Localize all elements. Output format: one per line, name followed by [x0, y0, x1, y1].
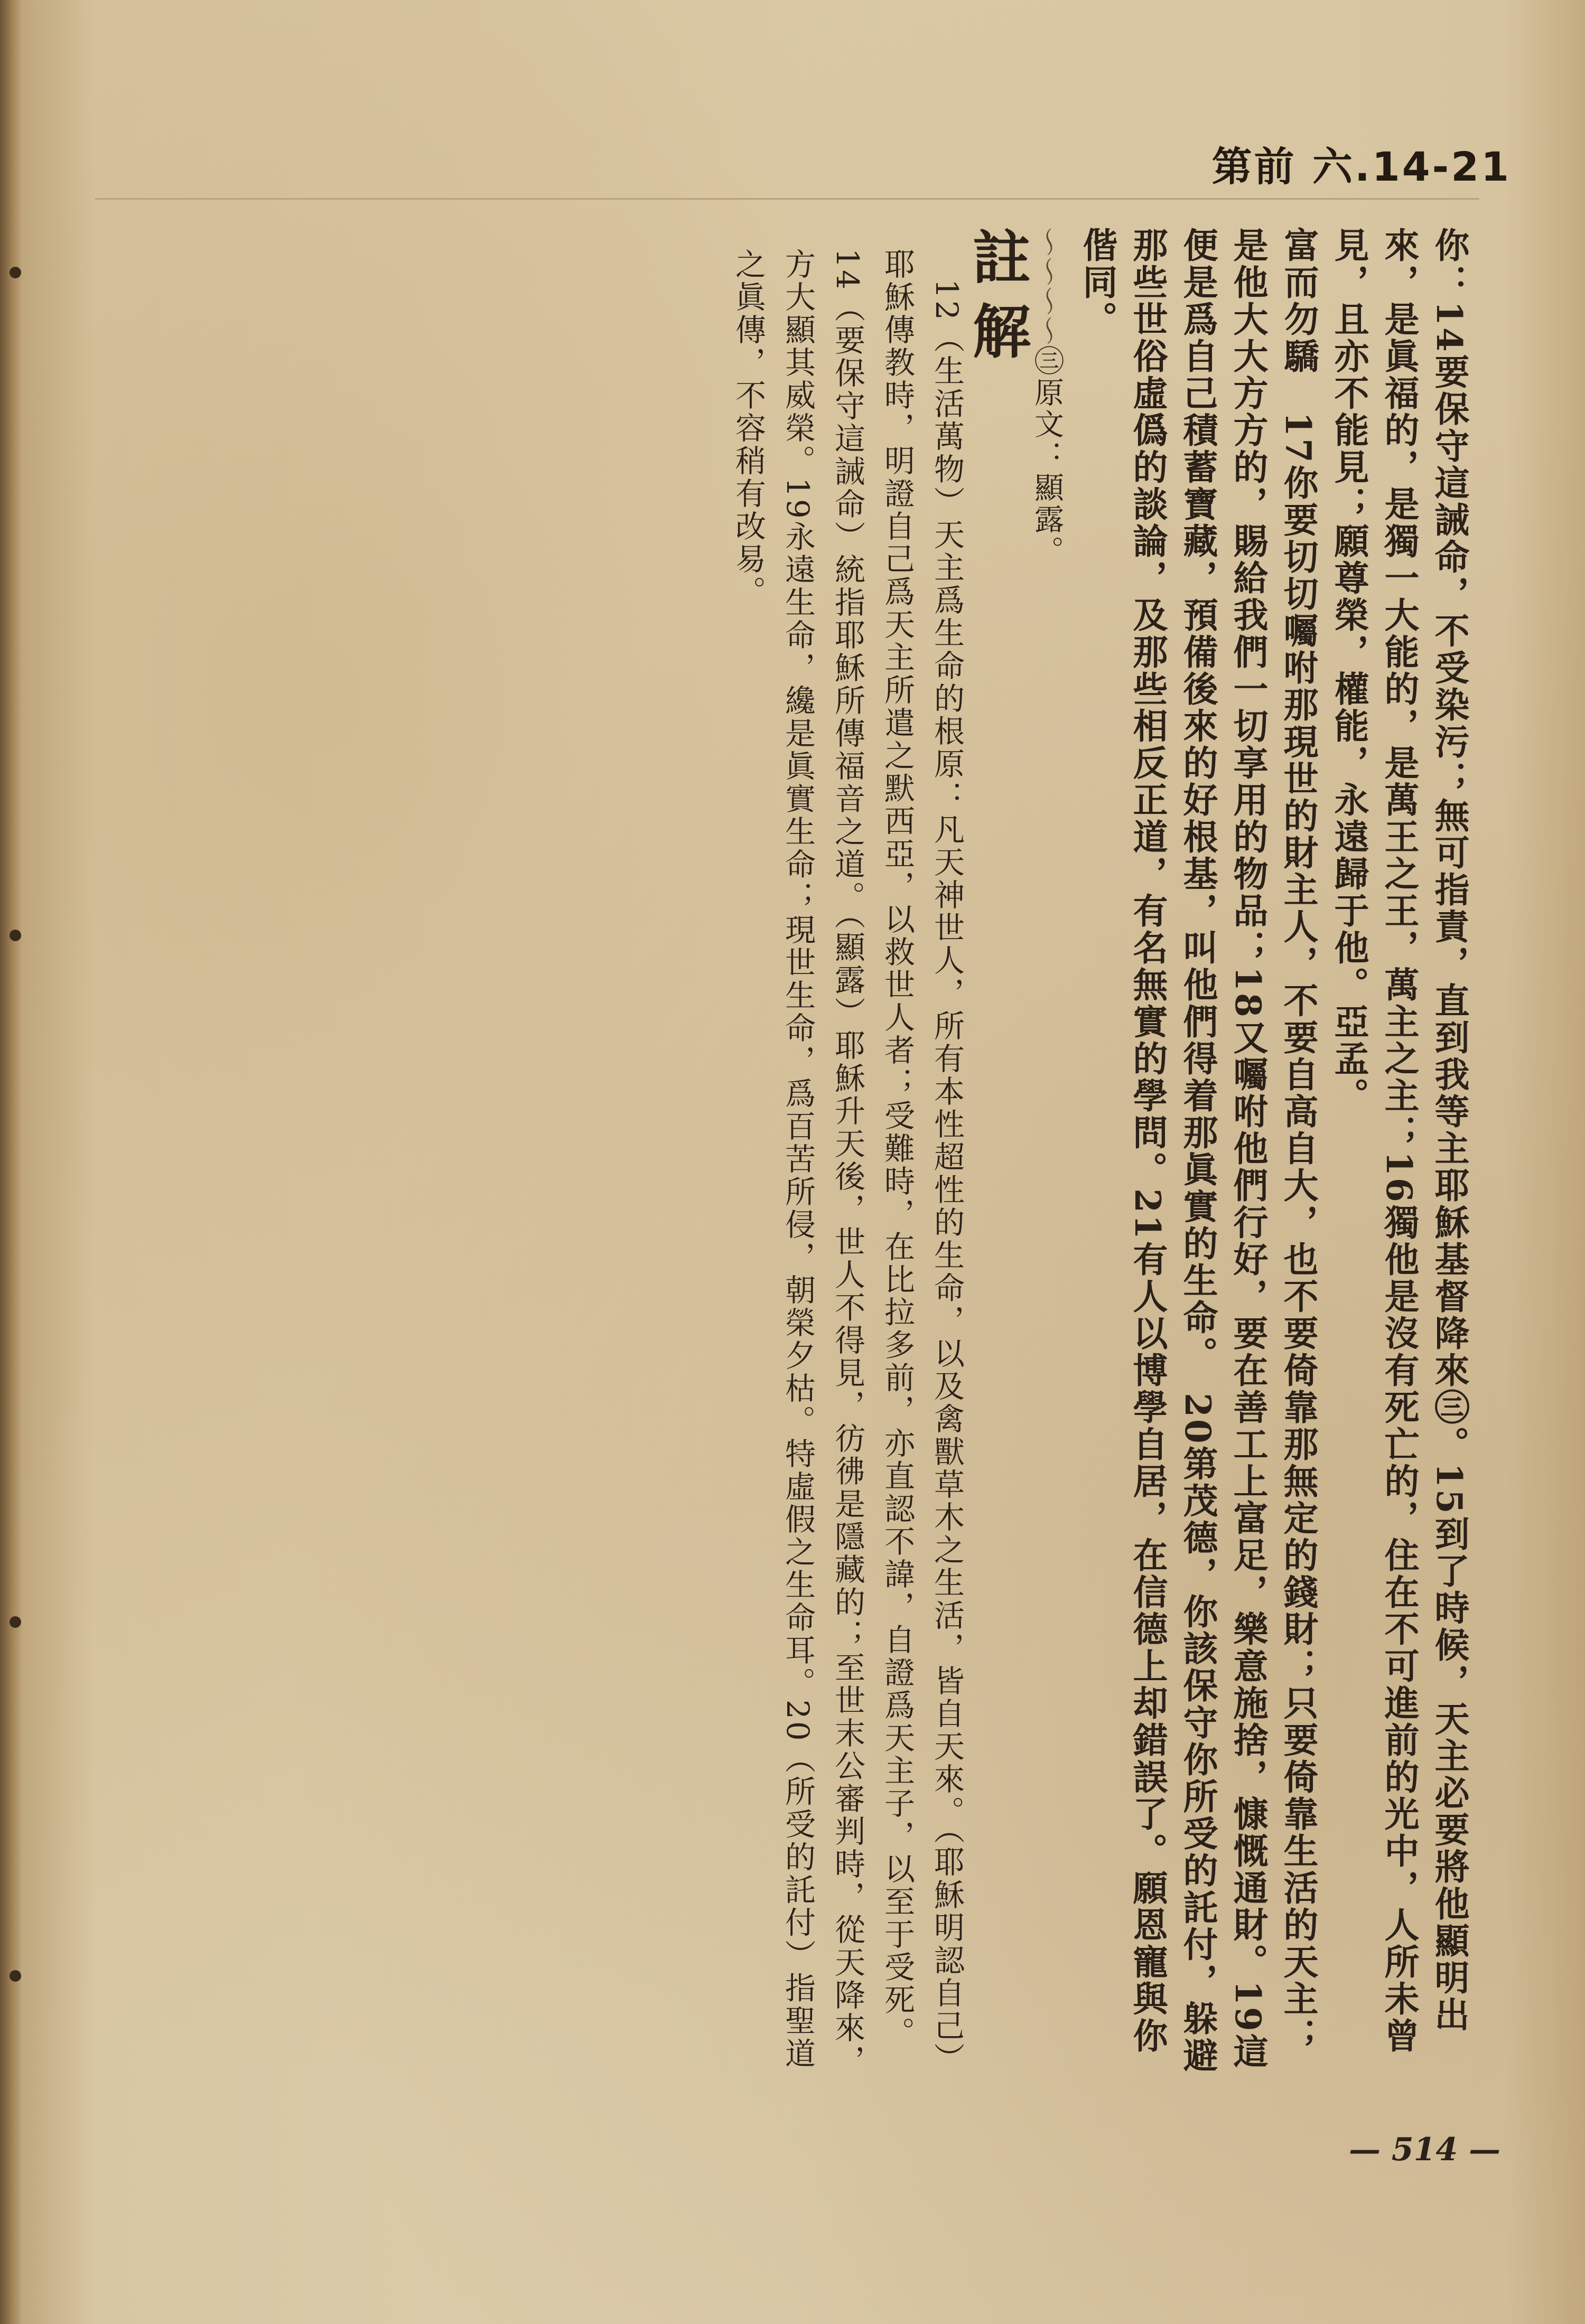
commentary-title: 註解 [963, 227, 1031, 375]
binding-staple [10, 1616, 21, 1628]
page-number: — 514 — [1348, 2131, 1500, 2168]
scripture-text: 20第茂德，你該保守你所受的託付，躲避那些世俗虛僞的談論，及那些相反正道，有名無實的學問。21有人以博學自居，在信德上却錯誤了。願恩寵與你偕同。 [1077, 227, 1218, 2074]
commentary-paragraph: 12（生活萬物）天主爲生命的根原：凡天神世人，所有本性超性的生命，以及禽獸草木之生活，皆自天來。（耶穌明認自己）耶穌傳教時，明證自己爲天主所遣之默西亞，以救世人者；受難時，在比拉多前，亦直認不諱，自證爲天主子，以至于受死。14（要保守這誡命）統指耶穌所傳福音之道。（顯露）耶穌升天後，世人不得見，彷彿是隱藏的；至世末公審判時，從天降來，方大顯其威榮。19永遠生命，纔是眞實生命；現世生命，爲百苦所侵，朝榮夕枯。特虛假之生命耳。20（所受的託付）指聖道之眞傳，不容稍有改易。 [730, 248, 965, 2077]
header-rule [95, 198, 1479, 200]
commentary-block [723, 248, 972, 2086]
scripture-paragraph: 你：14要保守這誡命，不受染污；無可指責，直到我等主耶穌基督降來㊂。15到了時候，天主必要將他顯明出來，是眞福的，是獨一大能的，是萬王之王，萬主之主；16獨他是沒有死亡的，住在不可進前的光中，人所未曾見，且亦不能見；願尊榮，權能，永遠歸于他。亞孟。 [1328, 227, 1470, 2055]
binding-staple [10, 267, 21, 278]
footnote-text: ㊂原文：顯露。 [1030, 345, 1064, 567]
binding-staple [10, 930, 21, 941]
page-body [90, 227, 1474, 2086]
footnote-ornament: ～～～～ [1030, 227, 1064, 345]
scripture-text: 17你要切切囑咐那現世的財主人，不要自高自大，也不要倚靠那無定的錢財；只要倚靠生活的天主；是他大大方方的，賜給我們一切享用的物品；18又囑咐他們行好，要在善工上富足，樂意施捨，慷慨通財。19這便是爲自己積蓄寶藏，預備後來的好根基，叫他們得着那眞實的生命。 [1177, 227, 1319, 2070]
binding-staple [10, 1970, 21, 1982]
footnote [1022, 227, 1072, 2086]
inline-section-heading: 富而勿驕 [1278, 227, 1319, 375]
running-head: 第前 六.14-21 [1211, 143, 1511, 190]
scripture-paragraph [1072, 227, 1323, 2086]
